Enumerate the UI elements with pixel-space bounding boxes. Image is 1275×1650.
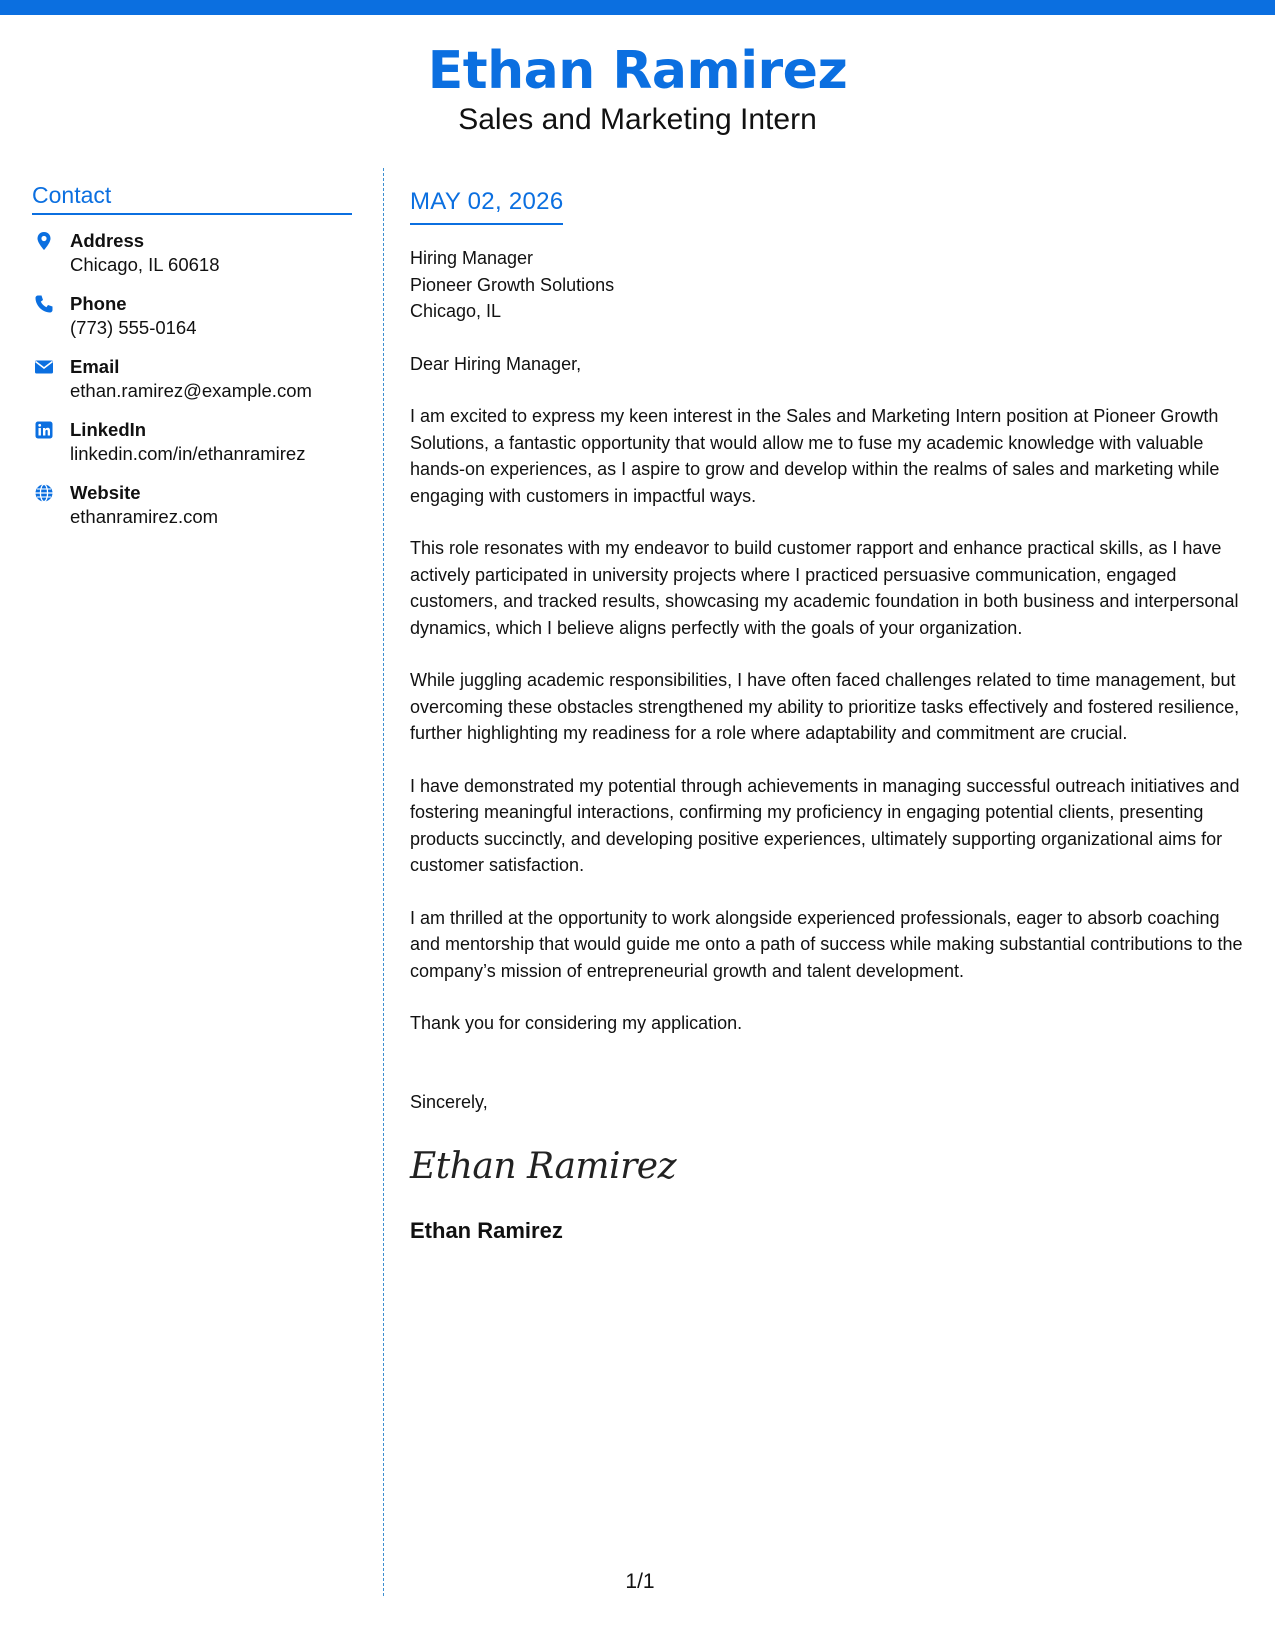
top-accent-bar bbox=[0, 0, 1275, 15]
column-divider bbox=[383, 168, 384, 1596]
recipient-line: Pioneer Growth Solutions bbox=[410, 274, 615, 295]
letter-date: MAY 02, 2026 bbox=[410, 185, 563, 225]
contact-item-website bbox=[32, 481, 352, 544]
header bbox=[0, 40, 1275, 138]
signer-name: Ethan Ramirez bbox=[410, 1218, 563, 1243]
contact-heading: Contact bbox=[32, 180, 352, 215]
job-title: Sales and Marketing Intern bbox=[458, 103, 817, 136]
contact-item-email bbox=[32, 355, 352, 418]
paragraph: I am excited to express my keen interest in the Sales and Marketing Intern position at Pioneer Growth Solutions, a fantastic opportunity that would allow me to fuse my academic knowledge with valuable hands-on experiences, as I aspire to grow and develop within the realms of sales and marketing while engaging with customers in impactful ways. bbox=[410, 406, 1220, 506]
recipient-line: Hiring Manager bbox=[410, 248, 534, 268]
contact-sidebar bbox=[32, 180, 352, 544]
contact-label: Phone bbox=[70, 293, 127, 314]
contact-label: Website bbox=[70, 482, 141, 503]
contact-value: linkedin.com/in/ethanramirez bbox=[70, 443, 306, 464]
contact-list bbox=[32, 229, 352, 544]
paragraph: I am thrilled at the opportunity to work alongside experienced professionals, eager to absorb coaching and mentorship that would guide me onto a path of success while making substantial contributions to the company’s mission of entrepreneurial growth and talent development. bbox=[410, 907, 1243, 981]
globe-icon bbox=[34, 483, 54, 503]
paragraph: While juggling academic responsibilities, I have often faced challenges related to time management, but overcoming these obstacles strengthened my ability to prioritize tasks effectively and fostered resilience, further highlighting my readiness for a role where adaptability and commitment are crucial. bbox=[410, 670, 1240, 743]
contact-label: LinkedIn bbox=[70, 419, 147, 440]
linkedin-icon bbox=[34, 420, 54, 440]
page-number: 1/1 bbox=[625, 1570, 655, 1593]
recipient-line: Chicago, IL bbox=[410, 301, 502, 321]
envelope-icon bbox=[34, 357, 54, 377]
handwritten-signature: Ethan Ramirez bbox=[410, 1146, 677, 1187]
contact-value: ethan.ramirez@example.com bbox=[70, 380, 312, 401]
contact-value: (773) 555-0164 bbox=[70, 317, 197, 338]
paragraph: This role resonates with my endeavor to build customer rapport and enhance practical skills, as I have actively participated in university projects where I practiced persuasive communication, engaged customers, and tracked results, showcasing my academic foundation in both business and interpersonal dynamics, which I believe aligns perfectly with the goals of your organization. bbox=[410, 538, 1239, 638]
closing: Sincerely, bbox=[410, 1091, 488, 1112]
recipient-block bbox=[410, 245, 1250, 325]
paragraph: Thank you for considering my application. bbox=[410, 1013, 743, 1033]
contact-item-phone bbox=[32, 292, 352, 355]
map-pin-icon bbox=[34, 231, 54, 251]
contact-label: Address bbox=[70, 230, 145, 251]
salutation: Dear Hiring Manager, bbox=[410, 353, 582, 374]
phone-icon bbox=[34, 294, 54, 314]
contact-value: ethanramirez.com bbox=[70, 506, 219, 527]
applicant-name: Ethan Ramirez bbox=[427, 41, 848, 101]
contact-label: Email bbox=[70, 356, 120, 377]
paragraph: I have demonstrated my potential through achievements in managing successful outreach initiatives and fostering meaningful interactions, confirming my proficiency in engaging potential clients, presenting products succinctly, and developing positive experiences, ultimately supporting organizational aims for customer satisfaction. bbox=[410, 775, 1240, 875]
letter-body bbox=[410, 185, 1250, 1245]
contact-item-linkedin bbox=[32, 418, 352, 481]
contact-item-address bbox=[32, 229, 352, 292]
contact-value: Chicago, IL 60618 bbox=[70, 254, 220, 275]
